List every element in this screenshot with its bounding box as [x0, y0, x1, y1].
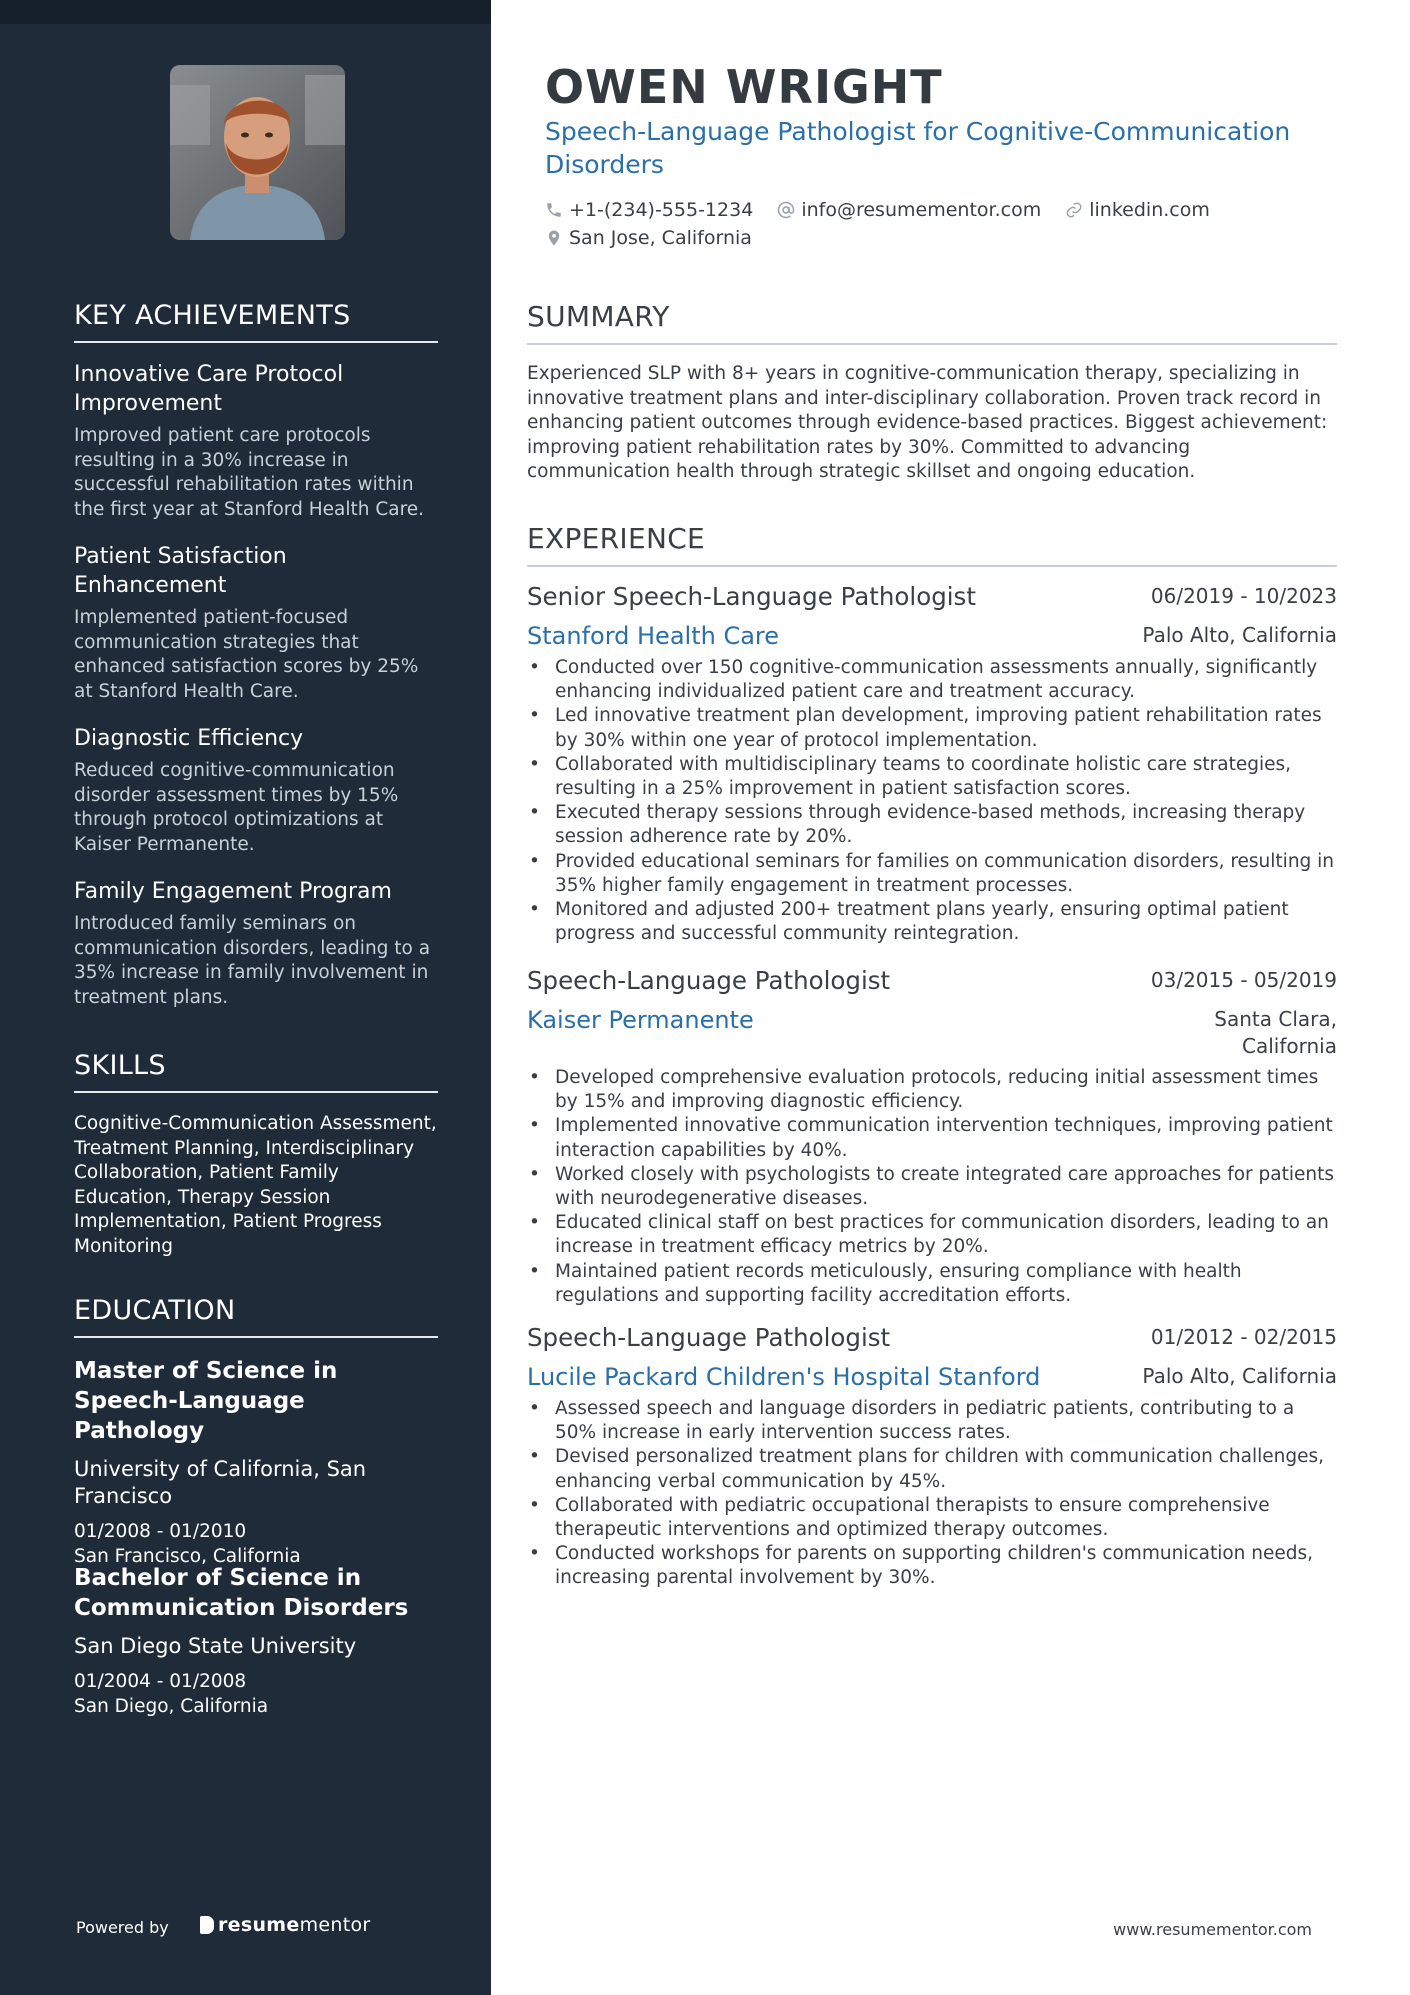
job-company: Stanford Health Care: [527, 622, 780, 650]
job-company: Lucile Packard Children's Hospital Stanford: [527, 1363, 1041, 1391]
job-bullet: • Provided educational seminars for families on communication disorders, resulting in 35% higher family engagement in treatment processes.: [527, 850, 1337, 898]
job-bullet: • Assessed speech and language disorders in pediatric patients, contributing to a 50% increase in early intervention success rates.: [527, 1397, 1337, 1445]
resumementor-logo[interactable]: [200, 1914, 371, 1936]
job-bullet: • Conducted over 150 cognitive-communication assessments annually, significantly enhancing individualized patient care and treatment accuracy.: [527, 656, 1337, 704]
job-bullet: • Collaborated with pediatric occupational therapists to ensure comprehensive therapeutic interventions and optimized therapy outcomes.: [527, 1494, 1337, 1542]
job-bullet: • Executed therapy sessions through evidence-based methods, increasing therapy session adherence rate by 20%.: [527, 801, 1337, 849]
achievement-item: [74, 542, 438, 704]
linkedin-text: linkedin.com: [1089, 199, 1210, 221]
contact-email[interactable]: [777, 196, 1041, 224]
job-company: Kaiser Permanente: [527, 1006, 754, 1034]
achievement-description: Improved patient care protocols resulting in a 30% increase in successful rehabilitation rates within the first year at Stanford Health Care.: [74, 425, 425, 520]
skills-list: Cognitive-Communication Assessment, Treatment Planning, Interdisciplinary Collaboration, Patient Family Education, Therapy Session Implementation, Patient Progress Monitoring: [74, 1113, 437, 1257]
footer-url[interactable]: www.resumementor.com: [1113, 1920, 1312, 1939]
job-dates: 03/2015 - 05/2019: [1150, 968, 1337, 992]
job-bullet: • Implemented innovative communication intervention techniques, improving patient interaction capabilities by 40%.: [527, 1114, 1337, 1162]
contact-phone[interactable]: [545, 196, 753, 224]
achievement-description: Reduced cognitive-communication disorder assessment times by 15% through protocol optimizations at Kaiser Permanente.: [74, 760, 399, 855]
candidate-name: OWEN WRIGHT: [545, 60, 943, 114]
education-item: [74, 1563, 438, 1719]
job-title: Speech-Language Pathologist: [527, 1323, 891, 1352]
location-text: San Jose, California: [569, 227, 752, 249]
sidebar-top-band: [0, 0, 491, 24]
skills-heading: SKILLS: [74, 1050, 438, 1093]
job-dates: 01/2012 - 02/2015: [1150, 1325, 1337, 1349]
avatar: [170, 65, 345, 240]
contact-linkedin[interactable]: [1065, 196, 1210, 224]
phone-text: +1-(234)-555-1234: [569, 199, 754, 221]
education-heading: EDUCATION: [74, 1295, 438, 1338]
job-bullets: [527, 1066, 1337, 1308]
achievement-description: Implemented patient-focused communication strategies that enhanced satisfaction scores by 25% at Stanford Health Care.: [74, 607, 419, 702]
education-dates: 01/2004 - 01/2008: [74, 1671, 247, 1692]
location-pin-icon: [545, 229, 563, 247]
brand-bold: resume: [218, 1914, 300, 1936]
education-degree: Bachelor of Science in Communication Disorders: [74, 1565, 409, 1621]
phone-icon: [545, 201, 563, 219]
link-icon: [1065, 201, 1083, 219]
job-bullet: • Maintained patient records meticulously, ensuring compliance with health regulations and supporting facility accreditation efforts.: [527, 1260, 1337, 1308]
email-text: info@resumementor.com: [801, 199, 1042, 221]
achievement-title: Innovative Care Protocol Improvement: [74, 362, 344, 416]
summary-heading: SUMMARY: [527, 300, 1337, 345]
achievement-description: Introduced family seminars on communication disorders, leading to a 35% increase in family involvement in treatment plans.: [74, 913, 431, 1008]
avatar-photo: [170, 65, 345, 240]
at-sign-icon: [777, 201, 795, 219]
sidebar: [0, 0, 491, 1995]
job-bullets: [527, 656, 1337, 946]
job-dates: 06/2019 - 10/2023: [1150, 584, 1337, 608]
education-dates: 01/2008 - 01/2010: [74, 1521, 247, 1542]
education-degree: Master of Science in Speech-Language Pathology: [74, 1358, 338, 1444]
powered-by-label: Powered by: [76, 1918, 169, 1937]
achievement-title: Patient Satisfaction Enhancement: [74, 544, 287, 598]
job-bullet: • Educated clinical staff on best practices for communication disorders, leading to an increase in treatment efficacy metrics by 20%.: [527, 1211, 1337, 1259]
experience-heading: EXPERIENCE: [527, 522, 1337, 567]
education-location: San Diego, California: [74, 1695, 269, 1717]
job-bullet: • Led innovative treatment plan development, improving patient rehabilitation rates by 30% within one year of protocol implementation.: [527, 704, 1337, 752]
job-title: Senior Speech-Language Pathologist: [527, 582, 976, 611]
education-school: University of California, San Francisco: [74, 1457, 367, 1508]
contact-location: [545, 224, 752, 252]
job-location: Palo Alto, California: [1142, 1364, 1337, 1388]
education-school: San Diego State University: [74, 1634, 357, 1658]
achievement-title: Family Engagement Program: [74, 879, 392, 904]
candidate-role: Speech-Language Pathologist for Cognitive-Communication Disorders: [545, 117, 1291, 179]
achievement-item: [74, 360, 438, 522]
experience-item: [527, 966, 1337, 1308]
job-bullet: • Devised personalized treatment plans for children with communication challenges, enhancing verbal communication by 45%.: [527, 1445, 1337, 1493]
achievement-title: Diagnostic Efficiency: [74, 726, 304, 751]
summary-text: Experienced SLP with 8+ years in cognitive-communication therapy, specializing in innovative treatment plans and inter-disciplinary collaboration. Proven track record in enhancing patient outcomes through evidence-based practices. Biggest achievement: improving patient rehabilitation rates by 30%. Committed to advancing communication health through strategic skillset and ongoing education.: [527, 363, 1328, 482]
achievement-item: [74, 724, 438, 857]
experience-item: [527, 582, 1337, 946]
job-title: Speech-Language Pathologist: [527, 966, 891, 995]
brand-light: mentor: [299, 1914, 371, 1936]
education-location: San Francisco, California: [74, 1545, 301, 1567]
job-bullet: • Collaborated with multidisciplinary teams to coordinate holistic care strategies, resulting in a 25% improvement in patient satisfaction scores.: [527, 753, 1337, 801]
job-location: Palo Alto, California: [1142, 623, 1337, 647]
logo-mark-icon: [200, 1916, 214, 1934]
experience-item: [527, 1323, 1337, 1591]
education-item: [74, 1356, 438, 1569]
achievements-heading: KEY ACHIEVEMENTS: [74, 300, 438, 343]
job-bullet: • Developed comprehensive evaluation protocols, reducing initial assessment times by 15% and improving diagnostic efficiency.: [527, 1066, 1337, 1114]
job-bullets: [527, 1397, 1337, 1591]
achievement-item: [74, 877, 438, 1010]
contact-info: [545, 196, 1335, 252]
job-bullet: • Worked closely with psychologists to create integrated care approaches for patients with neurodegenerative diseases.: [527, 1163, 1337, 1211]
job-bullet: • Conducted workshops for parents on supporting children's communication needs, increasing parental involvement by 30%.: [527, 1542, 1337, 1590]
job-bullet: • Monitored and adjusted 200+ treatment plans yearly, ensuring optimal patient progress and successful community reintegration.: [527, 898, 1337, 946]
job-location: Santa Clara, California: [1214, 1007, 1337, 1058]
